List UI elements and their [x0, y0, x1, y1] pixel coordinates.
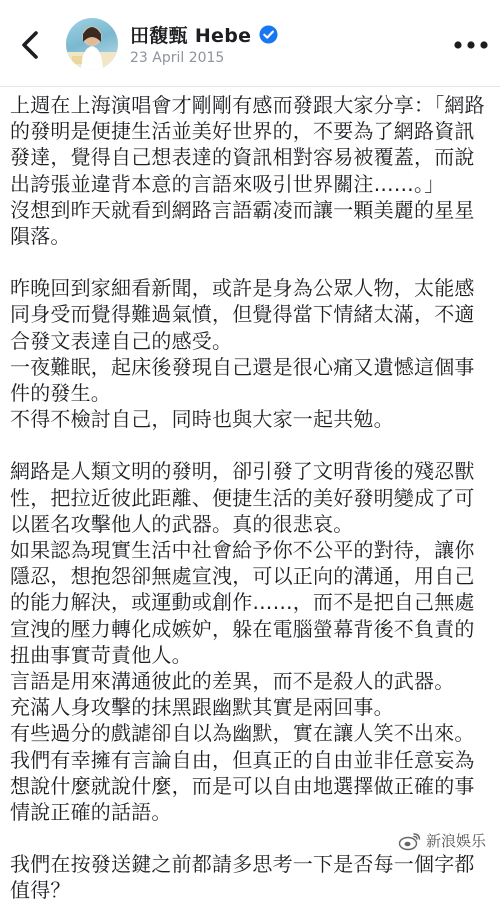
avatar[interactable]	[66, 18, 118, 70]
post-paragraph: 不得不檢討自己，同時也與大家一起共勉。	[10, 407, 394, 432]
watermark	[398, 830, 486, 851]
post-paragraph: 有些過分的戲謔卻自以為幽默，實在讓人笑不出來。	[10, 721, 475, 746]
author-row	[130, 21, 278, 47]
post-paragraph: 沒想到昨天就看到網路言語霸凌而讓一顆美麗的星星隕落。	[10, 197, 475, 249]
post-paragraph: 上週在上海演唱會才剛剛有感而發跟大家分享：「網路的發明是便捷生活並美好世界的，不要為了網路資訊發達，覺得自己想表達的資訊相對容易被覆蓋，而說出誇張並違背本意的言語來吸引世界關注……。」	[10, 93, 485, 196]
watermark-text: 新浪娛乐	[425, 832, 486, 850]
post-header	[0, 0, 500, 86]
post-paragraph: 充滿人身攻擊的抹黑跟幽默其實是兩回事。	[10, 695, 394, 720]
back-arrow-icon[interactable]	[16, 28, 44, 62]
more-options-icon[interactable]	[453, 40, 489, 50]
paragraph-gap	[10, 249, 494, 275]
post-paragraph: 一夜難眠，起床後發現自己還是很心痛又遺憾這個事件的發生。	[10, 354, 475, 406]
post-paragraph: 我們在按發送鍵之前都請多思考一下是否每一個字都值得？	[10, 852, 475, 903]
post-body	[10, 92, 494, 904]
post-paragraph: 如果認為現實生活中社會給予你不公平的對待，讓你隱忍，想抱怨卻無處宣洩，可以正向的溝通，用自己的能力解決，或運動或創作……，而不是把自己無處宣洩的壓力轉化成嫉妒，躲在電腦螢幕背後不負責的扭曲事實苛責他人。	[10, 538, 475, 667]
post-paragraph: 昨晚回到家細看新聞，或許是身為公眾人物，太能感同身受而覺得難過氣憤，但覺得當下情緒太滿，不適合發文表達自己的感受。	[10, 276, 475, 353]
post-paragraph: 言語是用來溝通彼此的差異，而不是殺人的武器。	[10, 669, 455, 694]
author-name[interactable]: 田馥甄 Hebe	[130, 24, 252, 47]
post-date[interactable]: 23 April 2015	[130, 50, 225, 66]
verified-badge-icon	[259, 25, 278, 44]
paragraph-gap	[10, 432, 494, 458]
weibo-icon	[398, 831, 422, 851]
post-paragraph: 網路是人類文明的發明，卻引發了文明背後的殘忍獸性，把拉近彼此距離、便捷生活的美好發明變成了可以匿名攻擊他人的武器。真的很悲哀。	[10, 459, 475, 536]
header-divider	[0, 86, 500, 87]
post-paragraph: 我們有幸擁有言論自由，但真正的自由並非任意妄為想說什麼就說什麼，而是可以自由地選擇做正確的事情說正確的話語。	[10, 747, 475, 825]
